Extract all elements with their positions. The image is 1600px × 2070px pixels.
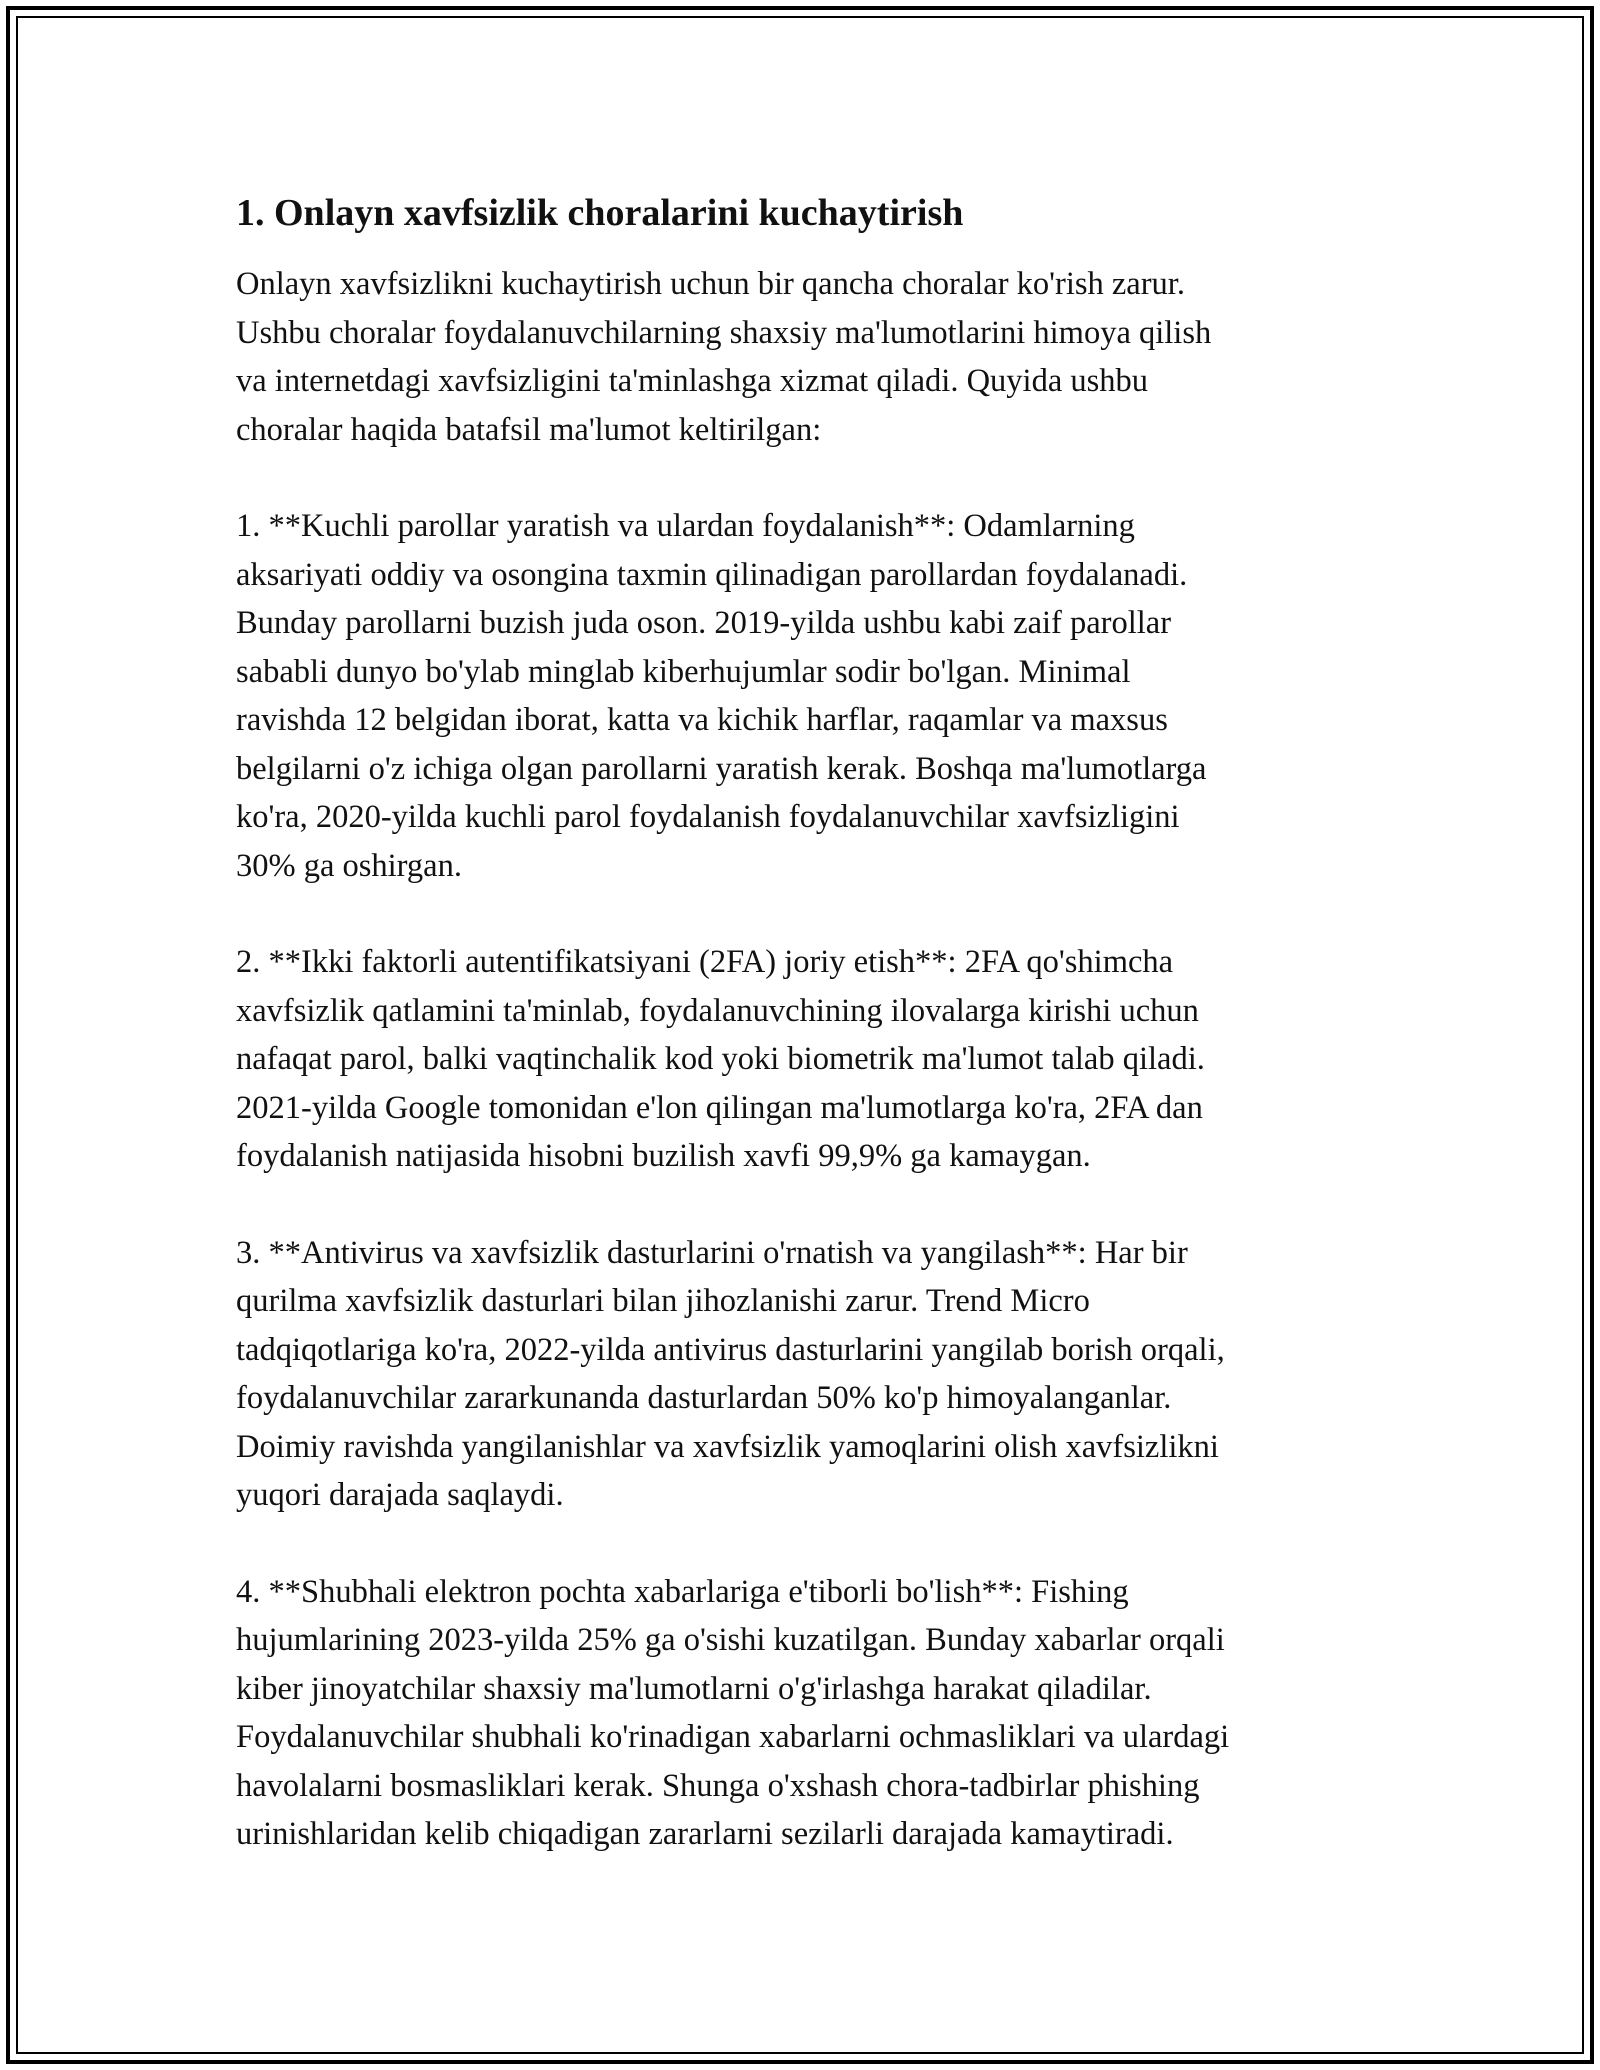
list-item-suspicious-email: 4. **Shubhali elektron pochta xabarlariga e'tiborli bo'lish**: Fishing hujumlarining 2023-yilda 25% ga o'sishi kuzatilgan. Bunday xabarlar orqali kiber jinoyatchilar shaxsiy ma'lumotlarni o'g'irlashga harakat qiladilar. Foydalanuvchilar shubhali ko'rinadigan xabarlarni ochmasliklari va ulardagi havolalarni bosmasliklari kerak. Shunga o'xshash chora-tadbirlar phishing urinishlaridan kelib chiqadigan zararlarni sezilarli darajada kamaytiradi. [236, 1573, 1230, 1852]
list-item-strong-passwords: 1. **Kuchli parollar yaratish va ulardan foydalanish**: Odamlarning aksariyati oddiy va osongina taxmin qilinadigan parollardan foydalanadi. Bunday parollarni buzish juda oson. 2019-yilda ushbu kabi zaif parollar sababli dunyo bo'ylab minglab kiberhujumlar sodir bo'lgan. Minimal ravishda 12 belgidan iborat, katta va kichik harflar, raqamlar va maxsus belgilarni o'z ichiga olgan parollarni yaratish kerak. Boshqa ma'lumotlarga ko'ra, 2020-yilda kuchli parol foydalanish foydalanuvchilar xavfsizligini 30% ga oshirgan. [236, 508, 1207, 884]
intro-paragraph: Onlayn xavfsizlikni kuchaytirish uchun bir qancha choralar ko'rish zarur. Ushbu choralar foydalanuvchilarning shaxsiy ma'lumotlarini himoya qilish va internetdagi xavfsizligini ta'minlashga xizmat qiladi. Quyida ushbu choralar haqida batafsil ma'lumot keltirilgan: [236, 266, 1212, 448]
section-heading: 1. Onlayn xavfsizlik choralarini kuchaytirish [236, 192, 964, 234]
list-item-two-factor-auth: 2. **Ikki faktorli autentifikatsiyani (2FA) joriy etish**: 2FA qo'shimcha xavfsizlik qatlamini ta'minlab, foydalanuvchining ilovalarga kirishi uchun nafaqat parol, balki vaqtinchalik kod yoki biometrik ma'lumot talab qiladi. 2021-yilda Google tomonidan e'lon qilingan ma'lumotlarga ko'ra, 2FA dan foydalanish natijasida hisobni buzilish xavfi 99,9% ga kamaygan. [236, 944, 1205, 1174]
list-item-antivirus: 3. **Antivirus va xavfsizlik dasturlarini o'rnatish va yangilash**: Har bir qurilma xavfsizlik dasturlari bilan jihozlanishi zarur. Trend Micro tadqiqotlariga ko'ra, 2022-yilda antivirus dasturlarini yangilab borish orqali, foydalanuvchilar zararkunanda dasturlardan 50% ko'p himoyalanganlar. Doimiy ravishda yangilanishlar va xavfsizlik yamoqlarini olish xavfsizlikni yuqori darajada saqlaydi. [236, 1234, 1225, 1513]
document-body [236, 188, 1376, 1907]
